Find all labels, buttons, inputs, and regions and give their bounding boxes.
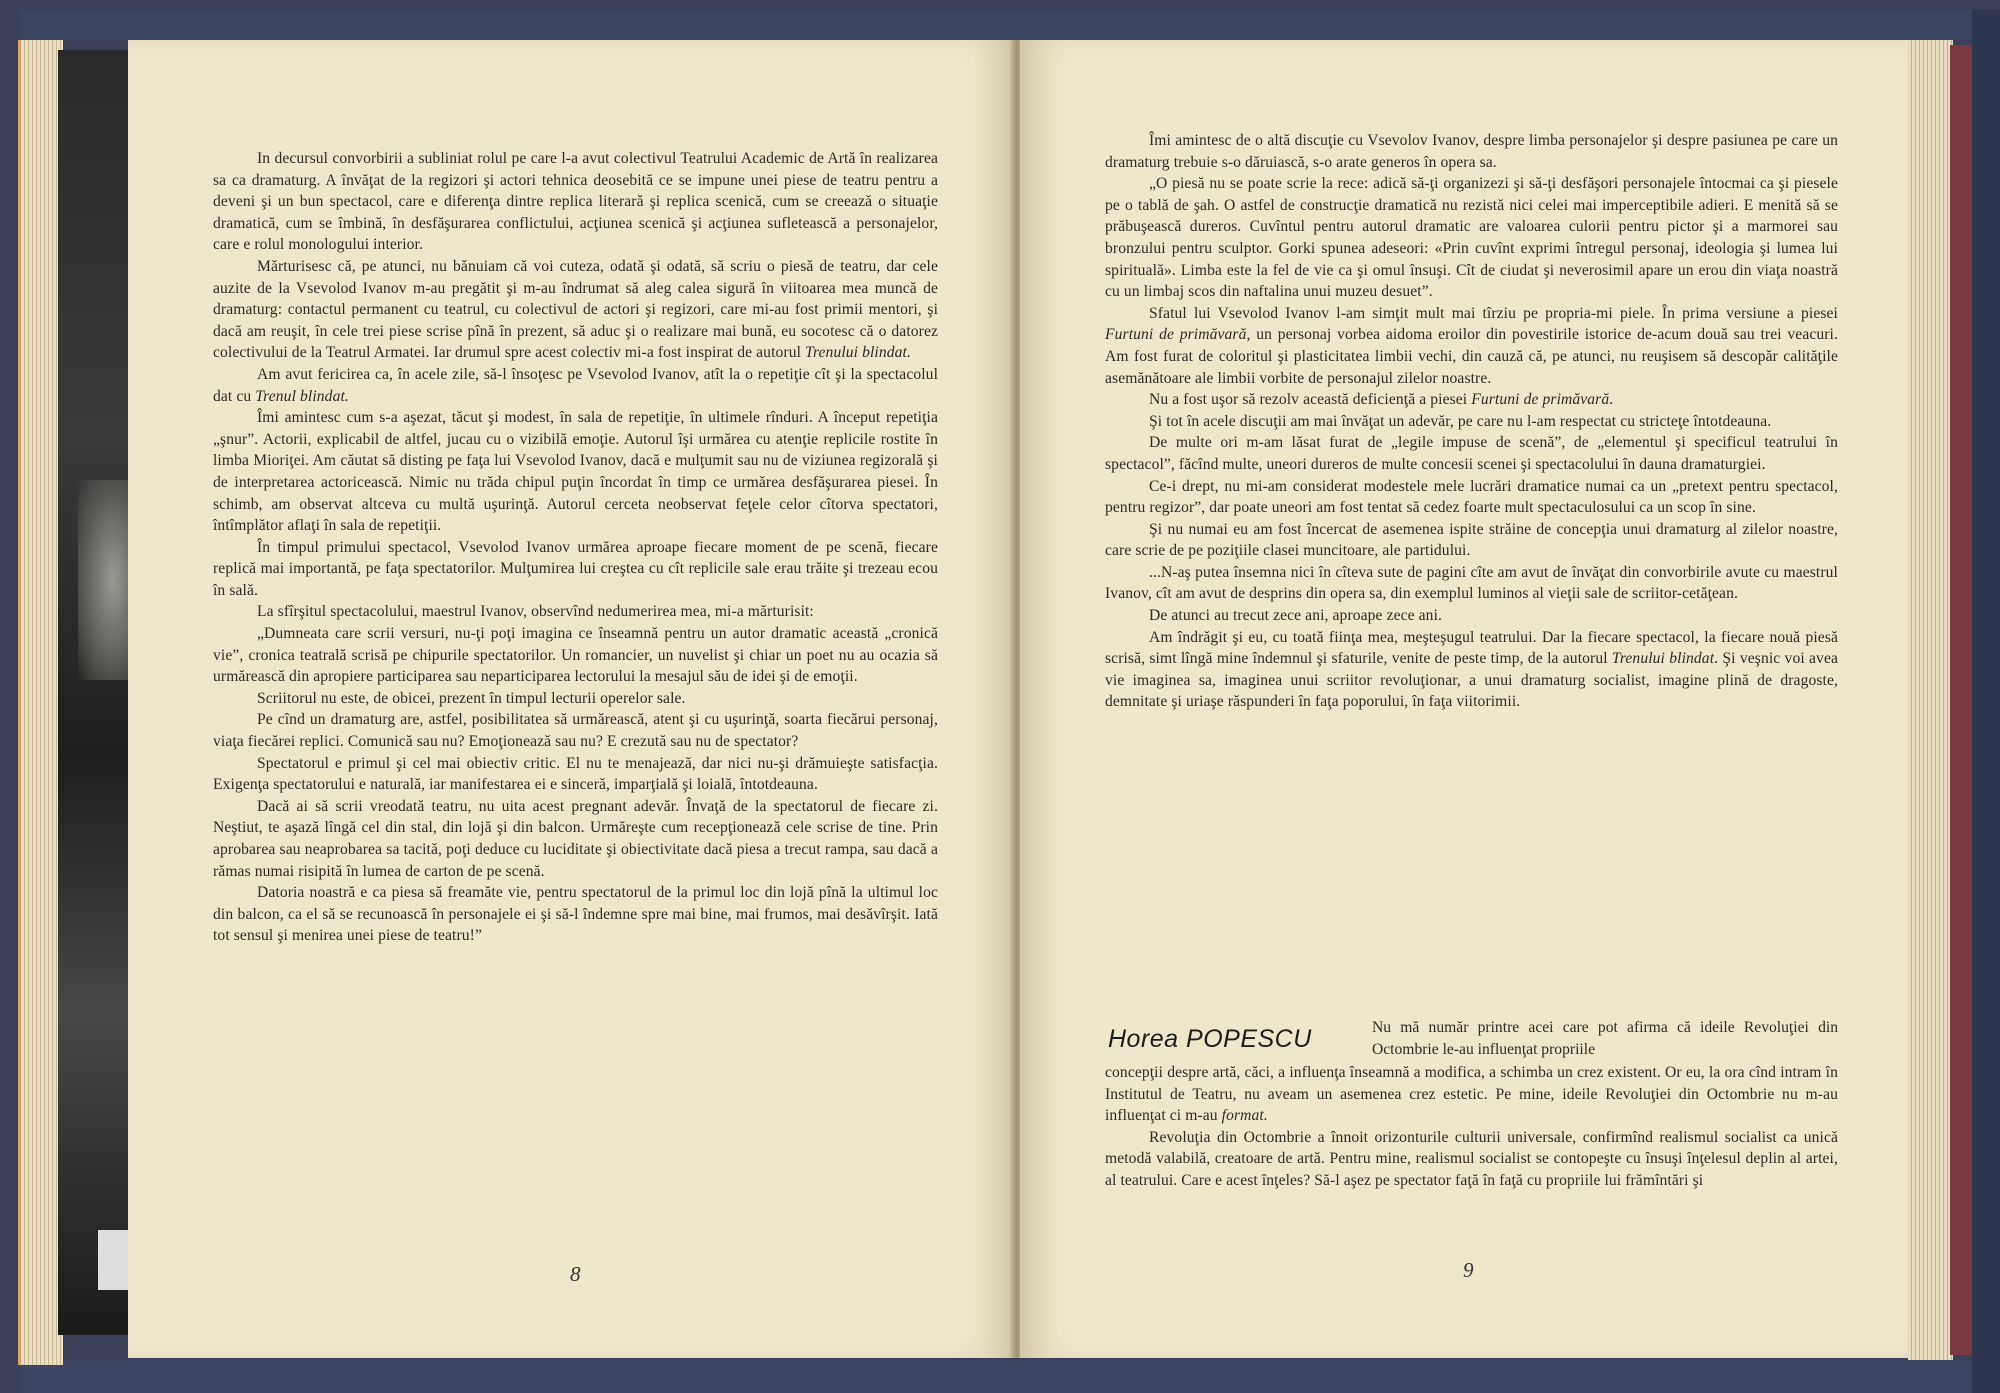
paragraph: La sfîrşitul spectacolului, maestrul Ivanov, observînd nedumerirea mea, mi-a mărturisit:	[257, 603, 814, 621]
paragraph: Dacă ai să scrii vreodată teatru, nu uita acest pregnant adevăr. Învaţă de la spectatorul de fiecare zi. Neştiut, te aşază lîngă cel din stal, din lojă şi din balcon. Urmăreşte cum recepţionează cele scrise de tine. Prin aprobarea sau neaprobarea sa tacită, poţi deduce cu luciditate şi obiectivitate dacă piesa a trecut rampa, sau dacă a rămas numai risipită în lumea de carton de pe scenă.	[213, 797, 938, 880]
paragraph: In decursul convorbirii a subliniat rolul pe care l-a avut colectivul Teatrului Academic de Artă în realizarea sa ca dramaturg. A învăţat de la regizori şi actori tehnica deosebită ce se impune unei piese de teatru pentru a deveni şi un bun spectacol, care e diferenţa dintre replica literară şi replica scenică, cum se creează o situaţie dramatică, cum se îmbină, în desfăşurarea conflictului, acţiunea scenică şi acţiunea sufletească a personajelor, care e rolul monologului interior.	[213, 150, 938, 254]
left-page	[128, 40, 1013, 1358]
photo-light-patch	[98, 1230, 128, 1290]
paragraph: „Dumneata care scrii versuri, nu-ţi poţi imagina ce înseamnă pentru un autor dramatic această „cronică vie”, cronica teatrală scrisă pe chipurile spectatorilor. Un romancier, un nuvelist şi chiar un poet nu au ocazia să urmărească din apropiere participarea sau neparticiparea lectorului la mesajul său de idei şi de emoţii.	[213, 625, 938, 686]
cover-bottom-edge	[20, 1360, 1990, 1393]
cover-spine-red	[1950, 45, 1972, 1355]
paragraph: Ce-i drept, nu mi-am considerat modestele mele lucrări dramatice numai ca un „pretext pentru spectacol, pentru regizor”, dar poate uneori am fost tentat să cedez foarte mult spectaculosului ca un scop în sine.	[1105, 477, 1838, 517]
paragraph: ...N-aş putea însemna nici în cîteva sute de pagini cîte am avut de învăţat din convorbirile avute cu maestrul Ivanov, cît am avut de desprins din opera sa, din exemplul luminos al vieţii sale de scriitor-cetăţean.	[1105, 563, 1838, 603]
cover-top-edge	[20, 10, 1990, 40]
photo-portrait-fragment	[78, 480, 128, 680]
paragraph: „O piesă nu se poate scrie la rece: adică să-ţi organizezi şi să-ţi desfăşori personajele întocmai ca şi piesele pe o tablă de şah. O astfel de construcţie dramatică nu rezistă nici celei mai imperceptibile adieri. E menită să se prăbuşească dureros. Cuvîntul pentru autorul dramatic are valoarea culorii pentru pictor şi a marmorei sau bronzului pentru sculptor. Gorki spunea adeseori: «Prin cuvînt exprimi întregul personaj, ideologia şi lumea lui spirituală». Limba este la fel de vie ca şi omul însuşi. Cît de ciudat şi neverosimil apare un erou din viaţa noastră cu un limbaj scos din naftalina unui muzeu desuet”.	[1105, 175, 1838, 301]
paragraph: Am avut fericirea ca, în acele zile, să-l însoţesc pe Vsevolod Ivanov, atît la o repetiţie cît şi la spectacolul dat cu Trenul blindat.	[213, 365, 938, 405]
page-edges-left	[18, 40, 63, 1365]
page-number-left: 8	[570, 1262, 581, 1286]
paragraph: Am îndrăgit şi eu, cu toată fiinţa mea, meşteşugul teatrului. Dar la fiecare spectacol, la fiecare nouă piesă scrisă, simt lîngă mine îndemnul şi sfaturile, venite de peste timp, de la autorul Trenului blindat. Şi veşnic voi avea vie imaginea sa, imaginea unui scriitor revoluţionar, a unui dramaturg socialist, imagine plină de dragoste, demnitate şi uriaşe răspunderi în faţa poporului, în faţa viitorimii.	[1105, 628, 1838, 711]
paragraph: Mărturisesc că, pe atunci, nu bănuiam că voi cuteza, odată şi odată, să scriu o piesă de teatru, dar cele auzite de la Vsevolod Ivanov m-au pregătit şi m-au îndrumat să aleg calea sigură în viitoarea mea muncă de dramaturg: contactul permanent cu teatrul, cu colectivul de actori şi regizori, care mi-au fost primii mentori, şi dacă am reuşit, în cele trei piese scrise pînă în prezent, să aduc şi o realizare mai bună, eu socotesc că o datorez colectivului de la Teatrul Armatei. Iar drumul spre acest colectiv mi-a fost inspirat de autorul Trenului blindat.	[213, 257, 938, 362]
right-page	[1020, 40, 1910, 1358]
paragraph: Sfatul lui Vsevolod Ivanov l-am simţit mult mai tîrziu pe propria-mi piele. În prima versiune a piesei Furtuni de primăvară, un personaj vorbea aidoma eroilor din povestirile istorice de-acum două sau trei veacuri. Am fost furat de coloritul şi plasticitatea limbii vechi, din cauză că, pe atunci, nu reuşisem să descopăr calităţile asemănătoare ale limbii vorbite de personajul zilelor noastre.	[1105, 304, 1838, 387]
page-number-right: 9	[1463, 1258, 1474, 1282]
paragraph: Îmi amintesc de o altă discuţie cu Vsevolov Ivanov, despre limba personajelor şi despre pasiunea pe care un dramaturg trebuie s-o dăruiască, s-o arate generos în opera sa.	[1105, 132, 1838, 171]
paragraph: De multe ori m-am lăsat furat de „legile impuse de scenă”, de „elementul şi specificul teatrului în spectacol”, făcînd multe, uneori dureros de multe concesii scenei şi spectacolului în dauna dramaturgiei.	[1105, 434, 1838, 473]
right-page-text	[1105, 130, 1838, 713]
paragraph: concepţii despre artă, căci, a influenţa înseamnă a modifica, a schimba un crez existent. Or eu, la ora cînd intram în Institutul de Teatru, nu aveam un asemenea crez estetic. Pe mine, ideile Revoluţiei din Octombrie nu m-au influenţat ci m-au format.	[1105, 1064, 1838, 1125]
cover-edge-right	[1972, 10, 2000, 1393]
paragraph: Spectatorul e primul şi cel mai obiectiv critic. El nu te menajează, dar nici nu-şi drămuieşte satisfacţia. Exigenţa spectatorului e naturală, iar manifestarea ei e sinceră, imparţială şi loială, întotdeauna.	[213, 754, 938, 794]
paragraph: În timpul primului spectacol, Vsevolod Ivanov urmărea aproape fiecare moment de pe scenă, fiecare replică mai importantă, pe faţa spectatorilor. Mulţumirea lui creştea cu cît replicile sale erau trăite şi trezeau ecou în sală.	[213, 538, 938, 599]
paragraph: Revoluţia din Octombrie a înnoit orizonturile culturii universale, confirmînd realismul socialist ca unică metodă valabilă, creatoare de artă. Pentru mine, realismul socialist se contopeşte cu însuşi înţelesul deplin al artei, al teatrului. Care e acest înţeles? Să-l aşez pe spectator faţă în faţă cu propriile lui frămîntări şi	[1105, 1128, 1838, 1189]
page-edges-right	[1908, 40, 1953, 1360]
paragraph: De atunci au trecut zece ani, aproape zece ani.	[1149, 607, 1443, 625]
paragraph: Scriitorul nu este, de obicei, prezent în timpul lecturii operelor sale.	[257, 689, 686, 707]
paragraph: Datoria noastră e ca piesa să freamăte vie, pentru spectatorul de la primul loc din lojă pînă la ultimul loc din balcon, ca el să se recunoască în personajele ei şi să-l îndemne spre mai bine, mai frumos, mai desăvîrşit. Iată tot sensul şi menirea unei piese de teatru!”	[213, 884, 938, 945]
left-page-text	[213, 148, 938, 947]
author-intro-text: Nu mă număr printre acei care pot afirma că ideile Revoluţiei din Octombrie le-au influenţat propriile	[1372, 1019, 1838, 1058]
paragraph: Şi tot în acele discuţii am mai învăţat un adevăr, pe care nu l-am respectat cu stricteţe întotdeauna.	[1149, 412, 1772, 430]
paragraph: Şi nu numai eu am fost încercat de asemenea ispite străine de concepţia unui dramaturg al zilelor noastre, care scrie de pe poziţiile clasei muncitoare, ale partidului.	[1105, 520, 1838, 560]
paragraph: Nu a fost uşor să rezolv această deficienţă a piesei Furtuni de primăvară.	[1149, 391, 1614, 409]
photo-strip	[58, 50, 128, 1335]
paragraph: Îmi amintesc cum s-a aşezat, tăcut şi modest, în sala de repetiţie, în ultimele rînduri. A început repetiţia „şnur”. Actorii, explicabil de altfel, jucau cu o vizibilă emoţie. Autorul îşi urmărea cu atenţie replicile rostite în limba Mioriţei. Am căutat să disting pe faţa lui Vsevolod Ivanov, dacă e mulţumit sau nu de viziunea regizorală şi de interpretarea actoricească. Nimic nu trăda chipul puţin încordat în timp ce urmărea desfăşurarea piesei. În schimb, am observat altceva cu multă uşurinţă. Autorul cerceta neobservat feţele celor cîtorva spectatori, întîmplător aflaţi în sala de repetiţii.	[213, 409, 938, 535]
paragraph: Pe cînd un dramaturg are, astfel, posibilitatea să urmărească, atent şi cu uşurinţă, soarta fiecărui personaj, viaţa fiecărei replici. Comunică sau nu? Emoţionează sau nu? E crezută sau nu de spectator?	[213, 711, 938, 751]
author-article-text	[1105, 1062, 1838, 1192]
author-name: Horea POPESCU	[1108, 1025, 1312, 1053]
